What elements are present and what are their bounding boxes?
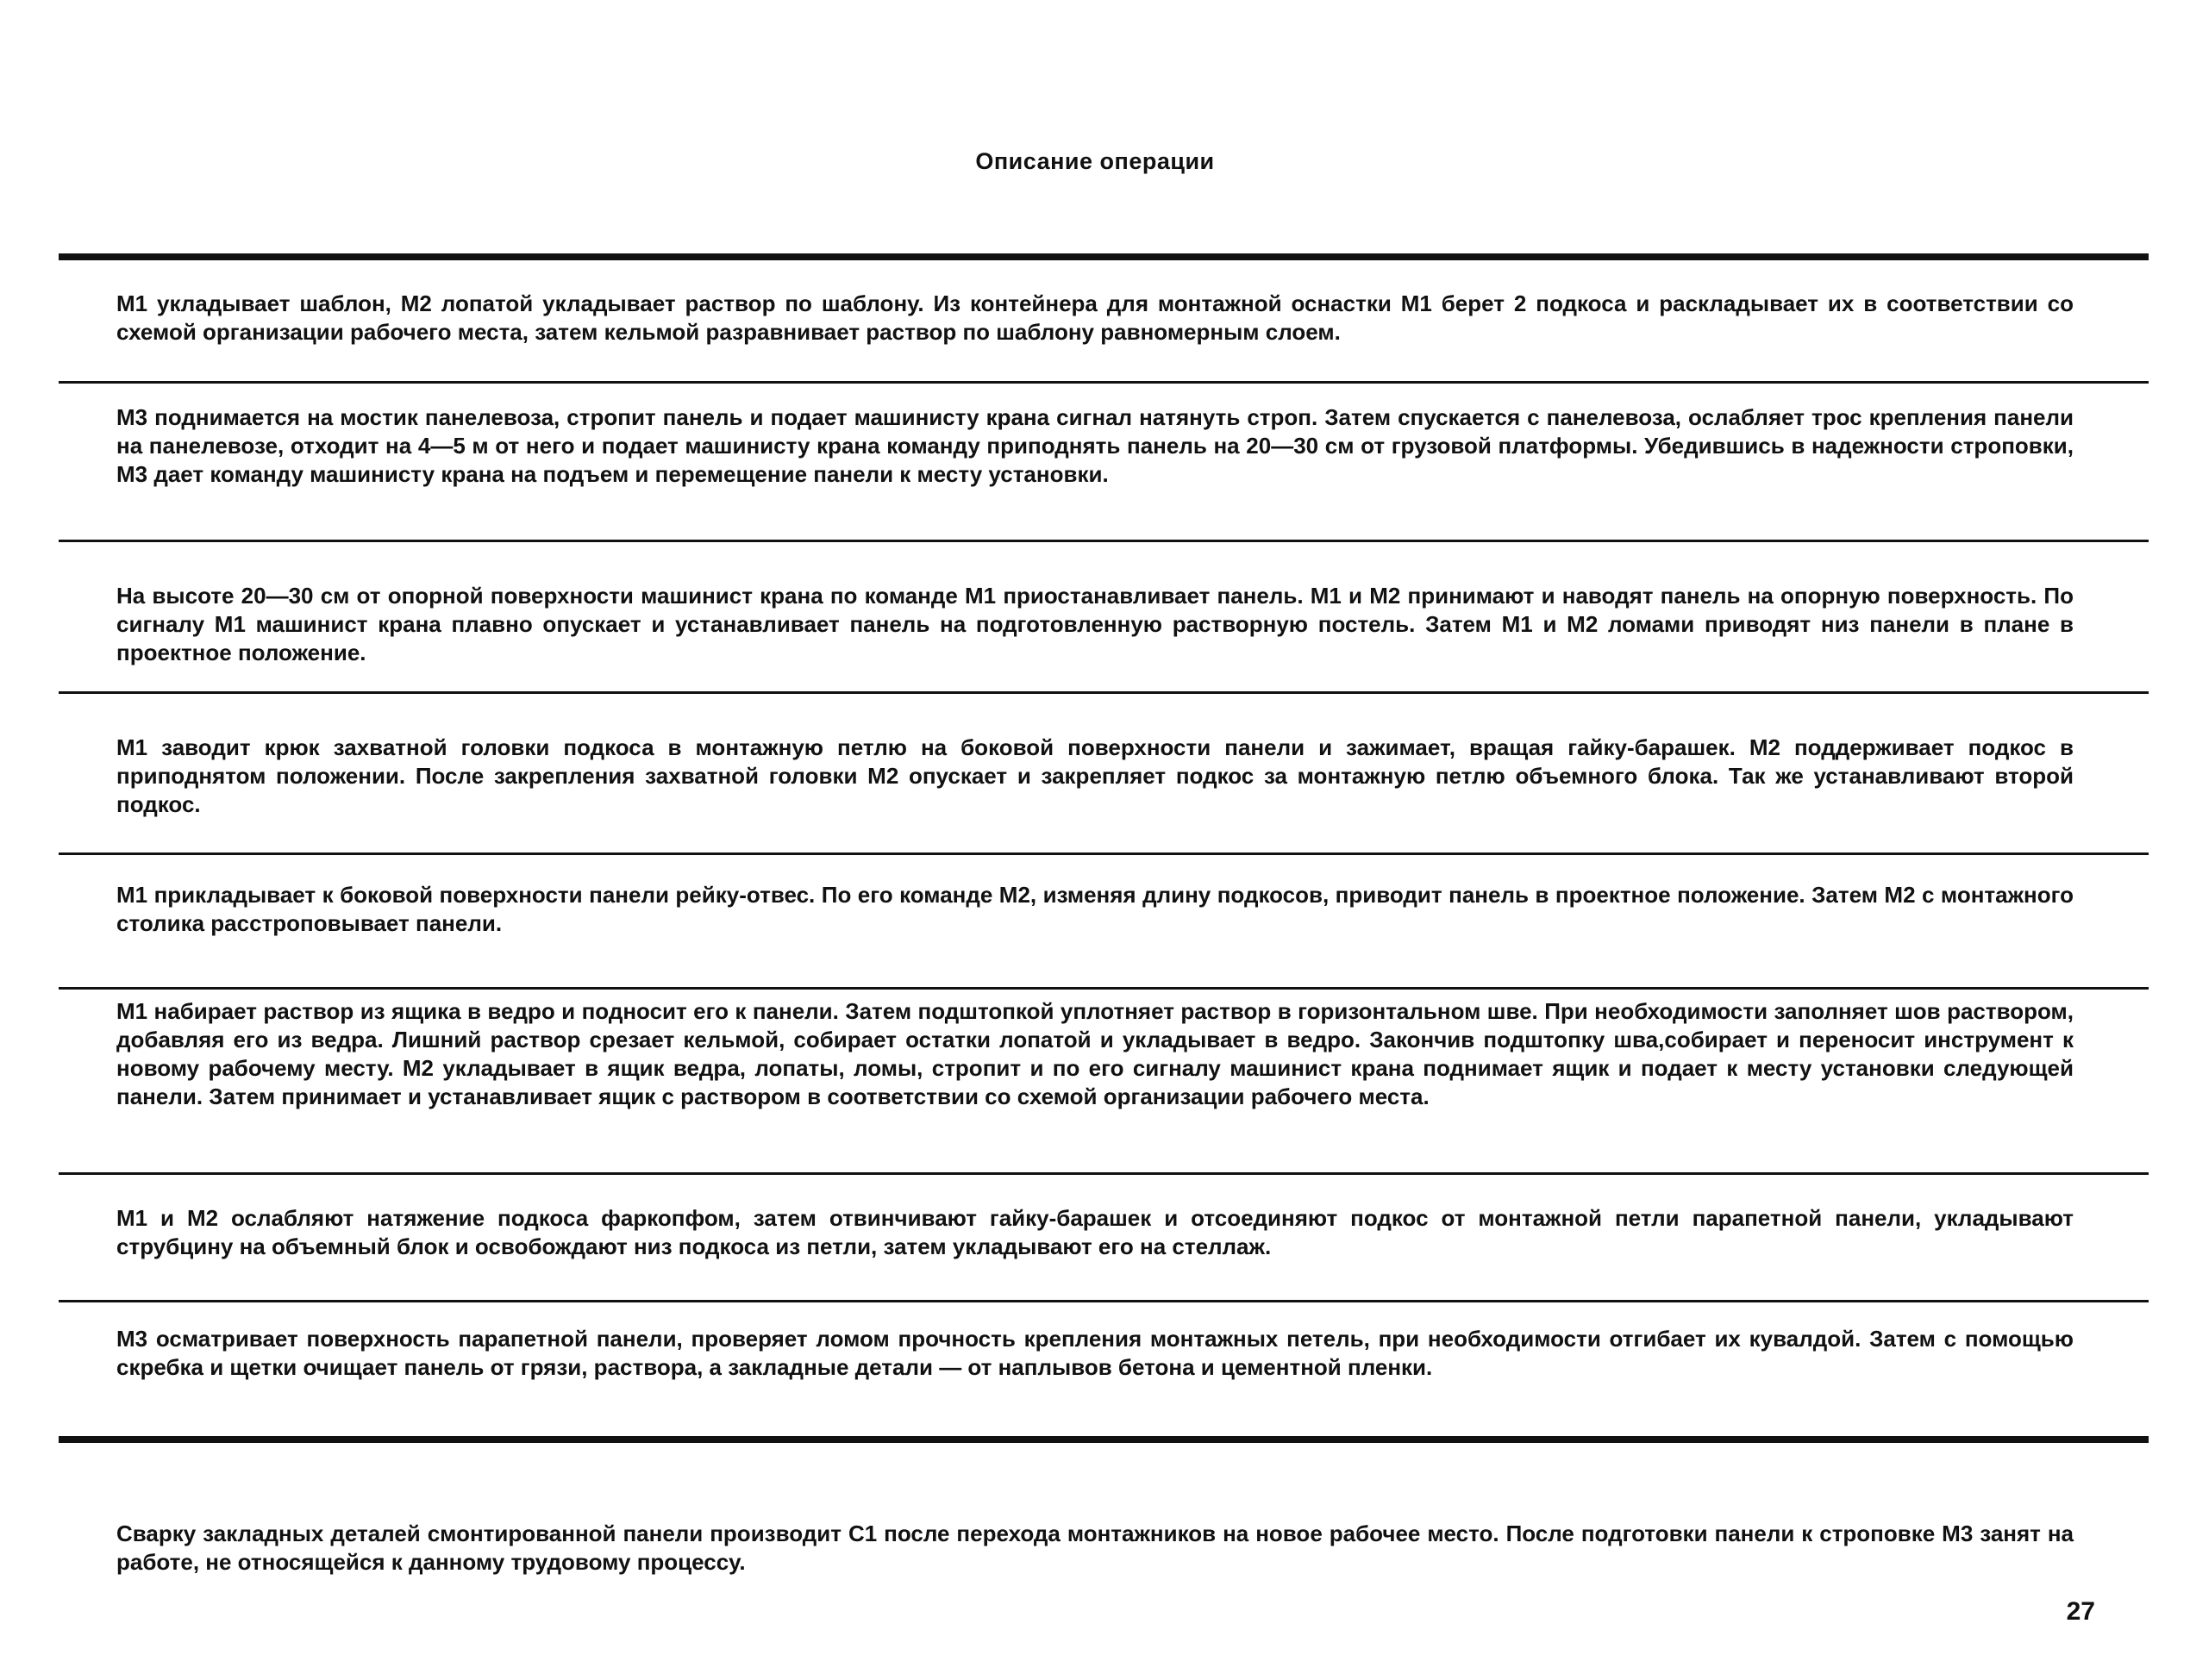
row-divider [59,852,2149,855]
row-divider [59,381,2149,384]
operation-step-3: На высоте 20—30 см от опорной поверхности машинист крана по команде М1 приостанавливает панель. М1 и М2 принимают и наводят панель на опорную поверхность. По сигналу М1 машинист крана плавно опускает и устанавливает панель на подготовленную растворную постель. Затем М1 и М2 ломами приводят низ панели в плане в проектное положение. [116,583,2074,665]
operation-step-5: М1 прикладывает к боковой поверхности панели рейку-отвес. По его команде М2, изменяя длину подкосов, приводит панель в проектное положение. Затем М2 с монтажного столика расстроповывает панели. [116,882,2074,936]
operation-step-1: М1 укладывает шаблон, М2 лопатой укладывает раствор по шаблону. Из контейнера для монтажной оснастки М1 берет 2 подкоса и раскладывает их в соответствии со схемой организации рабочего места, затем кельмой разравнивает раствор по шаблону равномерным слоем. [116,290,2074,345]
row-divider [59,540,2149,542]
footnote: Сварку закладных деталей смонтированной панели производит С1 после перехода монтажников на новое рабочее место. После подготовки панели к строповке М3 занят на работе, не относящейся к данному трудовому процессу. [116,1521,2074,1575]
page-title: Описание операции [975,148,1215,174]
operation-step-6: М1 набирает раствор из ящика в ведро и подносит его к панели. Затем подштопкой уплотняет раствор в горизонтальном шве. При необходимости заполняет шов раствором, добавляя его из ведра. Лишний раствор срезает кельмой, собирает остатки лопатой и укладывает в ведро. Закончив подштопку шва,собирает и переносит инструмент к новому рабочему месту. М2 укладывает в ящик ведра, лопаты, ломы, стропит и по его сигналу машинист крана поднимает ящик и подает к месту установки следующей панели. Затем принимает и устанавливает ящик с раствором в соответствии со схемой организации рабочего места. [116,998,2074,1109]
page-number: 27 [2066,1597,2095,1626]
row-divider [59,691,2149,694]
operation-step-2: М3 поднимается на мостик панелевоза, стропит панель и подает машинисту крана сигнал натянуть строп. Затем спускается с панелевоза, ослабляет трос крепления панели на панелевозе, отходит на 4—5 м от него и подает машинисту крана команду приподнять панель на 20—30 см от грузовой платформы. Убедившись в надежности строповки, М3 дает команду машинисту крана на подъем и перемещение панели к месту установки. [116,404,2074,487]
table-top-rule [59,253,2149,260]
operation-step-4: М1 заводит крюк захватной головки подкоса в монтажную петлю на боковой поверхности панели и зажимает, вращая гайку-барашек. М2 поддерживает подкос в приподнятом положении. После закрепления захватной головки М2 опускает и закрепляет подкос за монтажную петлю объемного блока. Так же устанавливают второй подкос. [116,734,2074,817]
table-bottom-rule [59,1436,2149,1443]
row-divider [59,1300,2149,1302]
operation-step-8: М3 осматривает поверхность парапетной панели, проверяет ломом прочность крепления монтажных петель, при необходимости отгибает их кувалдой. Затем с помощью скребка и щетки очищает панель от грязи, раствора, а закладные детали — от наплывов бетона и цементной пленки. [116,1326,2074,1380]
row-divider [59,1172,2149,1175]
operation-step-7: М1 и М2 ослабляют натяжение подкоса фаркопфом, затем отвинчивают гайку-барашек и отсоединяют подкос от монтажной петли парапетной панели, укладывают струбцину на объемный блок и освобождают низ подкоса из петли, затем укладывают его на стеллаж. [116,1205,2074,1259]
row-divider [59,987,2149,990]
